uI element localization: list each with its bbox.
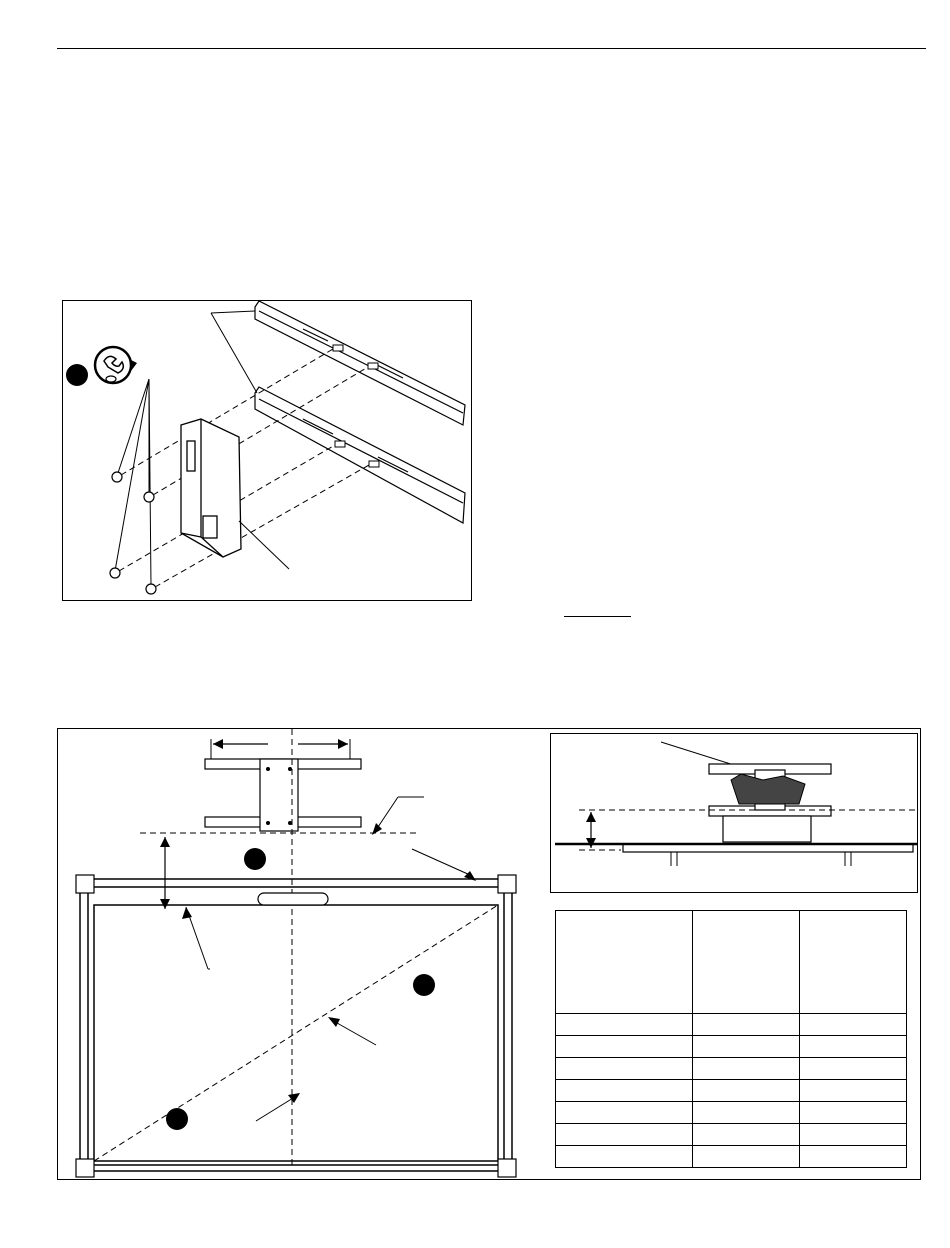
table-cell [556,1058,693,1080]
table-cell [799,1124,906,1146]
badge-a [244,848,266,870]
table-row [556,1036,907,1058]
table-cell [556,1080,693,1102]
table-cell [799,1014,906,1036]
bracket-assembly-drawing [63,301,473,602]
wrench-rotate-icon [95,347,137,383]
table-header-cell [556,911,693,1014]
table-cell [799,1146,906,1168]
table-cell [799,1080,906,1102]
table-cell [692,1036,799,1058]
header-rule [57,48,926,49]
table-cell [799,1058,906,1080]
side-view-drawing [551,734,919,894]
table-row [556,1080,907,1102]
table-header-cell [692,911,799,1014]
bracket-assembly-figure [62,300,472,601]
table-header-row [556,911,907,1014]
underlined-label-rule [564,616,631,617]
table-cell [692,1146,799,1168]
table-row [556,1058,907,1080]
badge-c [166,1108,188,1130]
table-cell [799,1102,906,1124]
table-row [556,1124,907,1146]
table-cell [692,1124,799,1146]
table-cell [556,1102,693,1124]
table-cell [799,1036,906,1058]
step-badge [66,364,88,386]
badge-b [413,974,435,996]
table-cell [692,1102,799,1124]
table-cell [692,1058,799,1080]
dimension-table [555,910,907,1168]
table-cell [692,1014,799,1036]
table-cell [692,1080,799,1102]
table-row [556,1146,907,1168]
table-row [556,1102,907,1124]
table-cell [556,1146,693,1168]
table-cell [556,1014,693,1036]
table-header-cell [799,911,906,1014]
table-cell [556,1036,693,1058]
side-view-figure [550,733,918,893]
table-cell [556,1124,693,1146]
table-row [556,1014,907,1036]
